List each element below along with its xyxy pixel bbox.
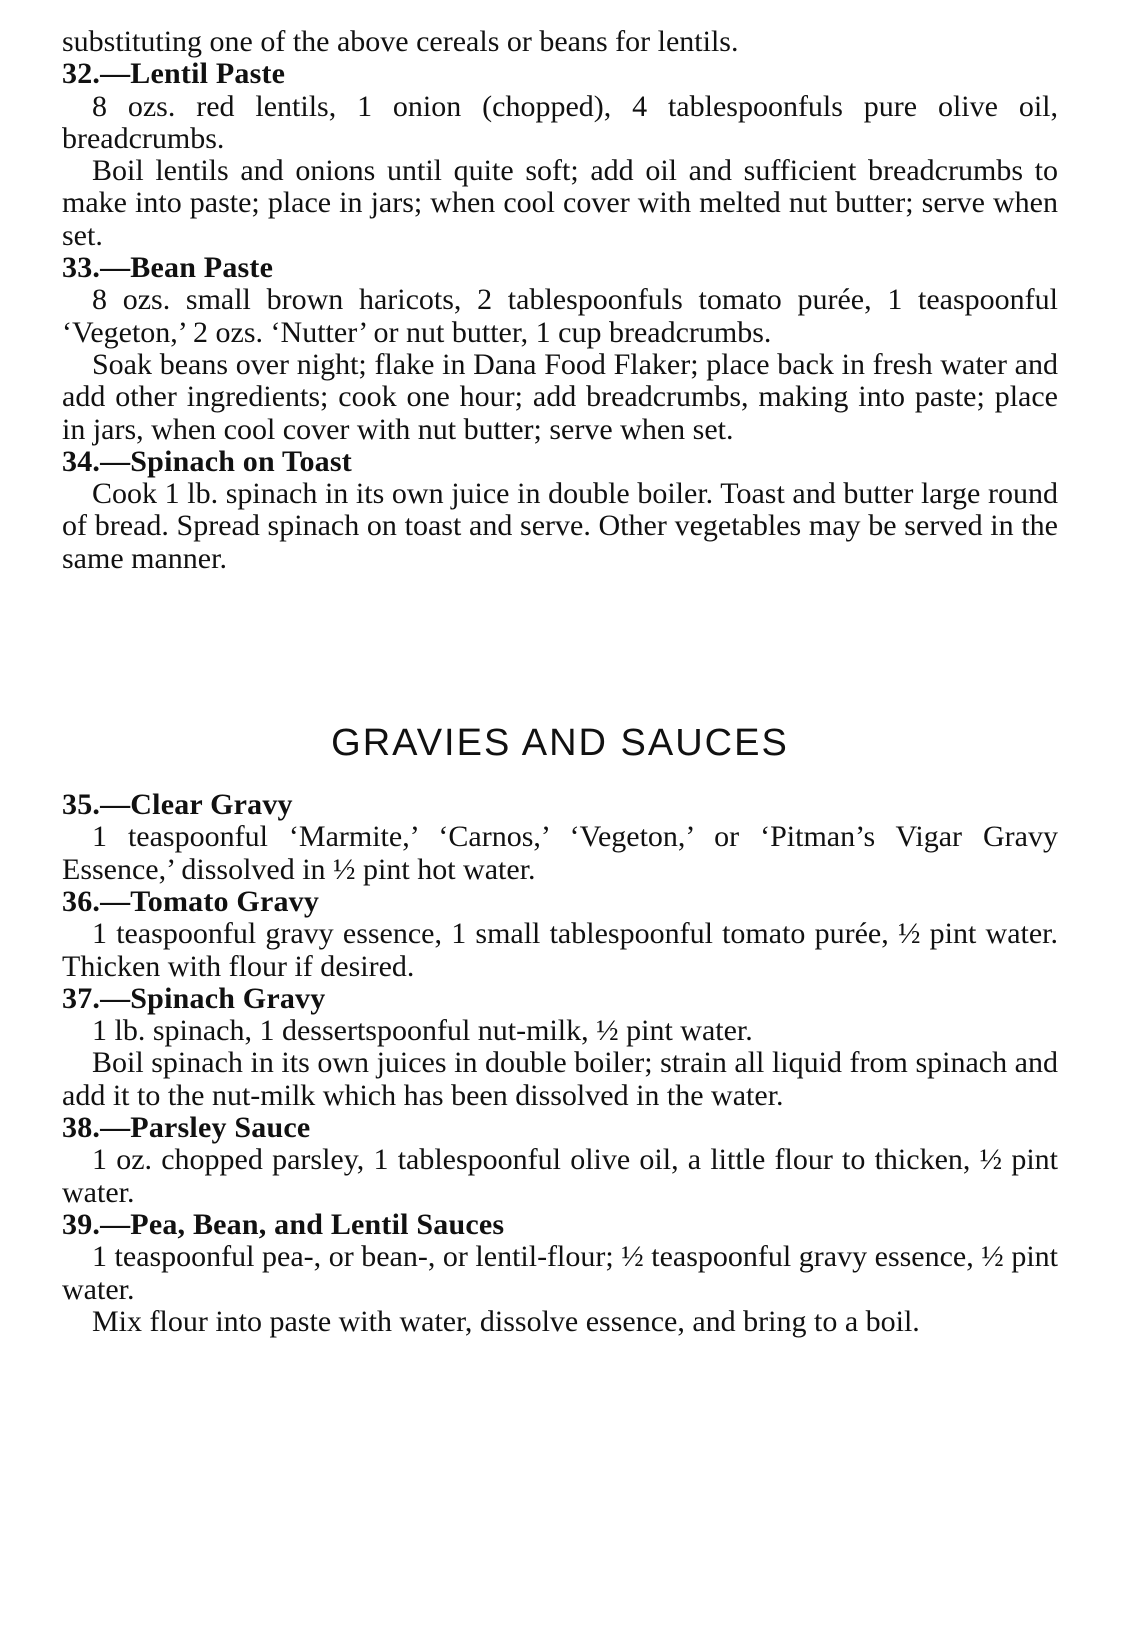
recipe-method: Soak beans over night; flake in Dana Food Flaker; place back in fresh water and add other ingredients; cook one hour; add breadcrumbs, making into paste; place in jars, when cool cover with nut butter; serve when set. xyxy=(62,347,1058,446)
recipe-method: Boil lentils and onions until quite soft; add oil and sufficient breadcrumbs to make into paste; place in jars; when cool cover with melted nut butter; serve when set. xyxy=(62,154,1058,252)
recipe-39 xyxy=(62,1209,1058,1338)
section-title: GRAVIES AND SAUCES xyxy=(331,722,789,765)
recipe-ingredients: 1 lb. spinach, 1 dessertspoonful nut-milk, ½ pint water. xyxy=(92,1014,753,1048)
recipe-heading: 35.—Clear Gravy xyxy=(62,788,293,822)
recipe-method: Mix flour into paste with water, dissolve essence, and bring to a boil. xyxy=(92,1304,920,1338)
recipe-heading: 39.—Pea, Bean, and Lentil Sauces xyxy=(62,1207,505,1241)
recipe-34 xyxy=(62,446,1058,575)
recipe-ingredients: 1 oz. chopped parsley, 1 tablespoonful olive oil, a little flour to thicken, ½ pint water. xyxy=(62,1143,1058,1209)
recipe-heading: 34.—Spinach on Toast xyxy=(62,444,352,478)
recipe-32 xyxy=(62,58,1058,252)
recipe-ingredients: 8 ozs. red lentils, 1 onion (chopped), 4 tablespoonfuls pure olive oil, breadcrumbs. xyxy=(62,89,1058,155)
recipe-heading: 36.—Tomato Gravy xyxy=(62,884,320,918)
recipe-33 xyxy=(62,252,1058,446)
recipe-heading: 32.—Lentil Paste xyxy=(62,57,286,91)
recipe-38 xyxy=(62,1112,1058,1209)
recipe-method: Boil spinach in its own juices in double boiler; strain all liquid from spinach and add it to the nut-milk which has been dissolved in the water. xyxy=(62,1046,1058,1112)
recipe-heading: 33.—Bean Paste xyxy=(62,251,274,285)
recipe-36 xyxy=(62,886,1058,983)
recipe-ingredients: 1 teaspoonful pea-, or bean-, or lentil-flour; ½ teaspoonful gravy essence, ½ pint water. xyxy=(62,1240,1058,1306)
recipe-ingredients: 8 ozs. small brown haricots, 2 tablespoonfuls tomato purée, 1 teaspoonful ‘Vegeton,’ 2 ozs. ‘Nutter’ or nut butter, 1 cup breadcrumbs. xyxy=(62,283,1058,349)
recipe-ingredients: 1 teaspoonful gravy essence, 1 small tablespoonful tomato purée, ½ pint water. Thicken with flour if desired. xyxy=(62,917,1058,983)
recipe-method: Cook 1 lb. spinach in its own juice in double boiler. Toast and butter large round of bread. Spread spinach on toast and serve. Other vegetables may be served in the same manner. xyxy=(62,477,1058,575)
recipe-35 xyxy=(62,789,1058,886)
intro-line: substituting one of the above cereals or beans for lentils. xyxy=(62,25,739,58)
recipe-heading: 37.—Spinach Gravy xyxy=(62,981,326,1015)
recipe-ingredients: 1 teaspoonful ‘Marmite,’ ‘Carnos,’ ‘Vegeton,’ or ‘Pitman’s Vigar Gravy Essence,’ dissolved in ½ pint hot water. xyxy=(62,820,1058,886)
recipe-37 xyxy=(62,983,1058,1112)
recipe-heading: 38.—Parsley Sauce xyxy=(62,1111,311,1145)
book-page xyxy=(62,26,1058,1338)
